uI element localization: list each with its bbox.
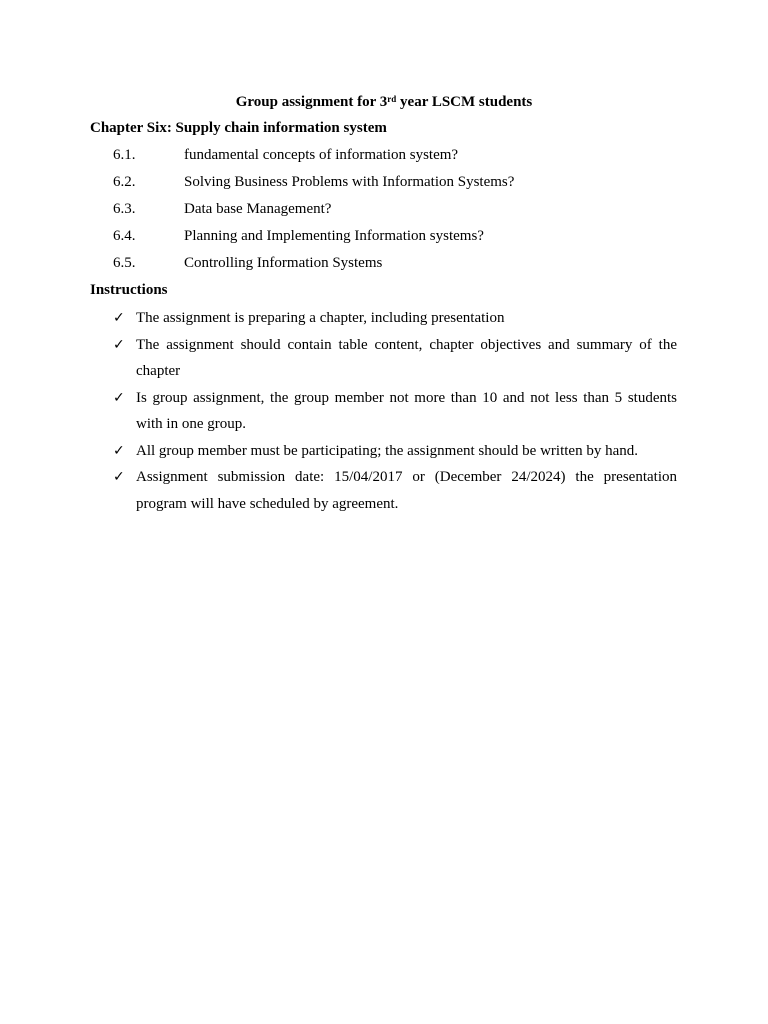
instruction-item xyxy=(113,464,677,517)
section-item xyxy=(113,172,673,199)
instruction-item xyxy=(113,385,677,438)
section-number: 6.2. xyxy=(113,174,136,190)
section-title: fundamental concepts of information system? xyxy=(184,147,459,163)
section-title: Solving Business Problems with Information Systems? xyxy=(184,174,515,190)
section-title: Data base Management? xyxy=(184,201,332,217)
checkmark-icon: ✓ xyxy=(113,310,125,326)
section-item xyxy=(113,226,673,253)
instruction-item xyxy=(113,438,677,465)
section-title: Planning and Implementing Information systems? xyxy=(184,228,484,244)
section-number: 6.1. xyxy=(113,147,136,163)
instructions-heading: Instructions xyxy=(90,282,168,298)
section-number: 6.4. xyxy=(113,228,136,244)
title-text-rest: year LSCM students xyxy=(396,94,533,110)
section-title: Controlling Information Systems xyxy=(184,255,383,271)
section-item xyxy=(113,253,673,280)
checkmark-icon: ✓ xyxy=(113,442,125,459)
instruction-text: The assignment should contain table content, chapter objectives and summary of the chapter xyxy=(136,336,677,379)
checkmark-icon: ✓ xyxy=(113,469,125,485)
instructions-list xyxy=(113,305,677,517)
chapter-heading: Chapter Six: Supply chain information system xyxy=(90,120,387,136)
instruction-text: Assignment submission date: 15/04/2017 or (December 24/2024) the presentation program will have scheduled by agreement. xyxy=(136,469,677,512)
title-superscript: rd xyxy=(387,94,397,104)
section-item xyxy=(113,199,673,226)
checkmark-icon: ✓ xyxy=(113,336,125,353)
instruction-text: Is group assignment, the group member not more than 10 and not less than 5 students with in one group. xyxy=(136,389,677,432)
chapter-section-list xyxy=(113,145,673,280)
instruction-item xyxy=(113,305,677,332)
title-text-main: Group assignment for 3 xyxy=(235,94,388,110)
instruction-text: The assignment is preparing a chapter, including presentation xyxy=(136,310,505,326)
section-item xyxy=(113,145,673,172)
section-number: 6.3. xyxy=(113,201,136,217)
document-title xyxy=(0,92,768,112)
instruction-text: All group member must be participating; the assignment should be written by hand. xyxy=(136,442,638,459)
checkmark-icon: ✓ xyxy=(113,389,125,406)
section-number: 6.5. xyxy=(113,255,136,271)
instruction-item xyxy=(113,332,677,385)
